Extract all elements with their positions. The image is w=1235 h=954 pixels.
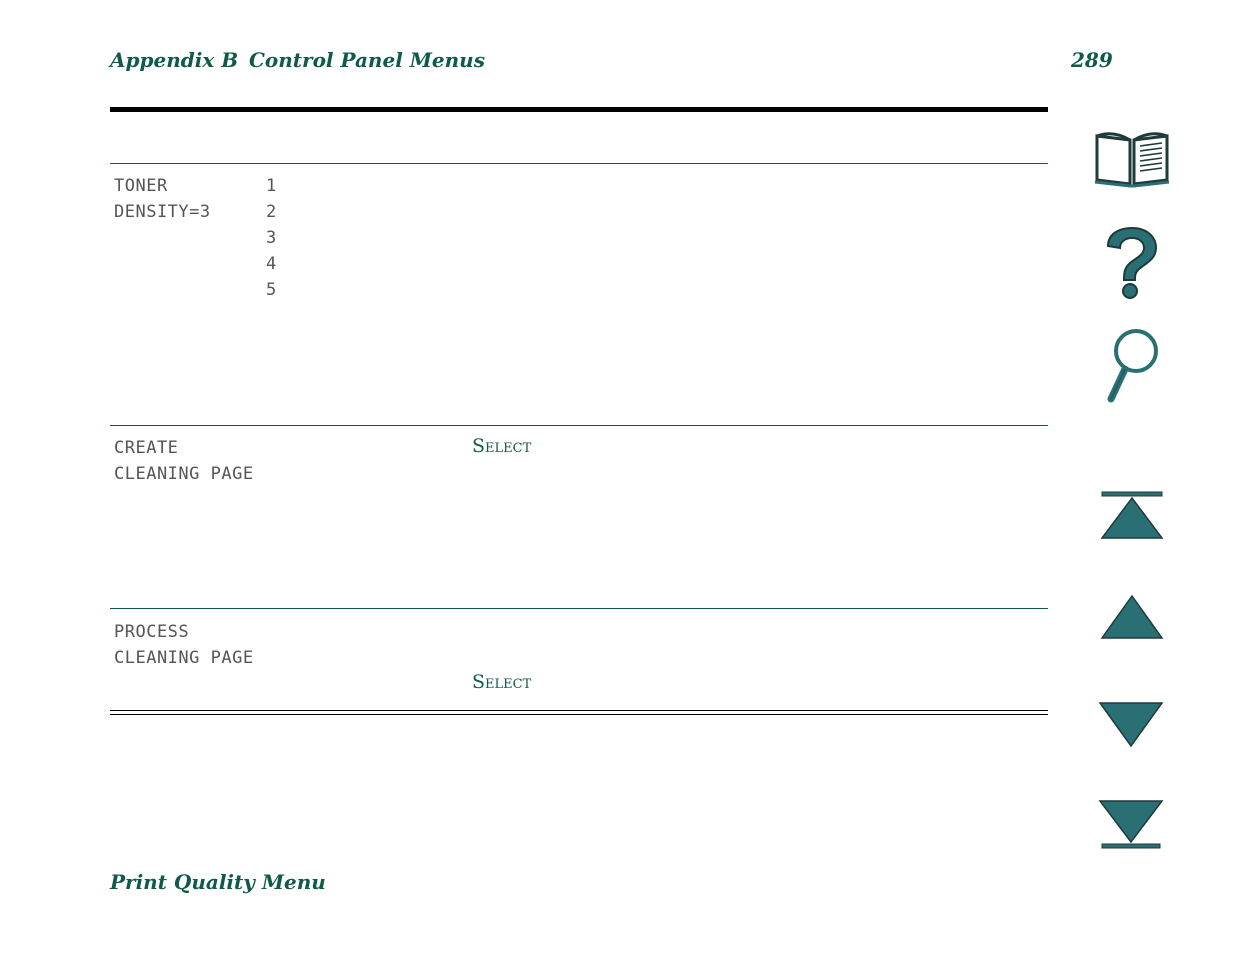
select-key-label: Select: [472, 671, 532, 693]
value-option: 4: [266, 254, 277, 274]
table-row-create-cleaning-page-item: [114, 435, 254, 487]
value-option: 3: [266, 228, 277, 248]
table-row-divider: [110, 163, 1048, 164]
table-end-rule: [110, 710, 1048, 715]
menu-item-line: CLEANING PAGE: [114, 464, 254, 484]
first-page-icon[interactable]: [1100, 490, 1164, 542]
header-rule: [110, 107, 1048, 112]
next-page-icon[interactable]: [1098, 700, 1164, 748]
value-option: 2: [266, 202, 277, 222]
header-section-label: Appendix B: [110, 48, 239, 72]
table-row-divider: [110, 425, 1048, 426]
menu-item-line: PROCESS: [114, 622, 190, 642]
previous-page-icon[interactable]: [1100, 594, 1164, 640]
value-option: 5: [266, 280, 277, 300]
table-row-divider: [110, 608, 1048, 609]
book-icon[interactable]: [1093, 128, 1171, 188]
toner-density-values: [266, 173, 277, 303]
page-number: 289: [1071, 48, 1113, 72]
menu-item-line: TONER: [114, 176, 168, 196]
menu-item-line: DENSITY=3: [114, 202, 211, 222]
last-page-icon[interactable]: [1098, 798, 1164, 852]
menu-item-line: CLEANING PAGE: [114, 648, 254, 668]
table-row-toner-density-item: [114, 173, 211, 225]
value-option: 1: [266, 176, 277, 196]
table-row-process-cleaning-page-item: [114, 619, 254, 671]
help-icon[interactable]: [1100, 226, 1162, 300]
select-key-label: Select: [472, 435, 532, 457]
menu-item-line: CREATE: [114, 438, 179, 458]
header-chapter-title: Control Panel Menus: [249, 48, 485, 72]
search-icon[interactable]: [1100, 328, 1164, 404]
footer-section-title: Print Quality Menu: [110, 870, 326, 894]
